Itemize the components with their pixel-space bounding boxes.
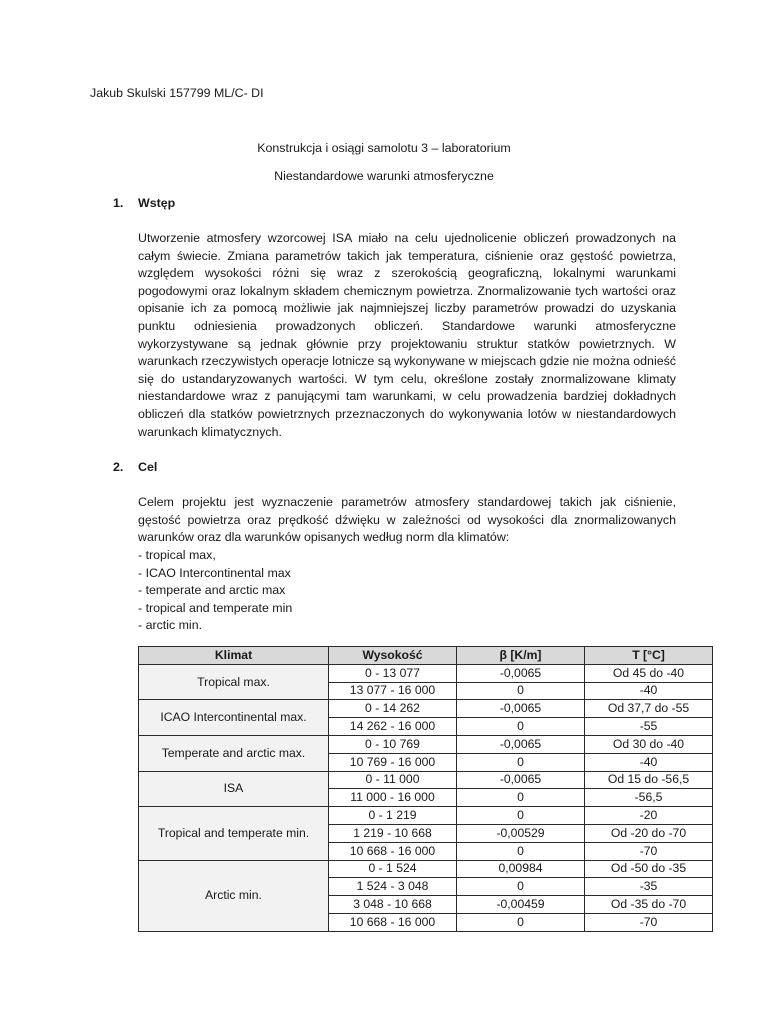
cell-beta: 0 — [457, 878, 585, 896]
cell-klimat: Tropical and temperate min. — [139, 807, 329, 860]
cell-wysokosc: 14 262 - 16 000 — [329, 718, 457, 736]
list-item: - tropical and temperate min — [138, 600, 293, 615]
table-row — [139, 735, 713, 753]
cell-wysokosc: 1 219 - 10 668 — [329, 824, 457, 842]
cell-beta: -0,0065 — [457, 664, 585, 682]
table-row — [139, 700, 713, 718]
cell-klimat: Arctic min. — [139, 860, 329, 931]
cell-temperature: Od -50 do -35 — [585, 860, 713, 878]
cell-beta: -0,0065 — [457, 735, 585, 753]
header-wysokosc: Wysokość — [329, 647, 457, 665]
cell-beta: -0,0065 — [457, 700, 585, 718]
list-item: - ICAO Intercontinental max — [138, 565, 291, 580]
header-temperature: T [°C] — [585, 647, 713, 665]
cell-temperature: Od -35 do -70 — [585, 896, 713, 914]
table-header-row — [139, 647, 713, 665]
cell-wysokosc: 0 - 11 000 — [329, 771, 457, 789]
section-title: Wstęp — [138, 196, 176, 210]
section-number: 1. — [113, 196, 124, 210]
cell-temperature: -40 — [585, 682, 713, 700]
cell-temperature: Od 37,7 do -55 — [585, 700, 713, 718]
section-title: Cel — [138, 460, 158, 474]
cell-temperature: -55 — [585, 718, 713, 736]
list-item: - tropical max, — [138, 548, 216, 562]
cell-beta: -0,00459 — [457, 896, 585, 914]
cell-temperature: -20 — [585, 807, 713, 825]
author-line: Jakub Skulski 157799 ML/C- DI — [90, 86, 264, 100]
cell-temperature: Od -20 do -70 — [585, 824, 713, 842]
cell-beta: 0 — [457, 789, 585, 807]
cell-wysokosc: 10 769 - 16 000 — [329, 753, 457, 771]
table-body — [139, 664, 713, 931]
cell-temperature: Od 45 do -40 — [585, 664, 713, 682]
list-item: - temperate and arctic max — [138, 583, 286, 598]
section-heading-goal — [113, 460, 157, 474]
table-row — [139, 664, 713, 682]
cell-beta: 0 — [457, 913, 585, 931]
section-heading-intro — [113, 196, 175, 210]
cell-wysokosc: 13 077 - 16 000 — [329, 682, 457, 700]
cell-temperature: -70 — [585, 842, 713, 860]
climate-table — [138, 646, 713, 932]
cell-wysokosc: 0 - 13 077 — [329, 664, 457, 682]
cell-beta: 0,00984 — [457, 860, 585, 878]
cell-temperature: -70 — [585, 913, 713, 931]
document-title: Konstrukcja i osiągi samolotu 3 – laboratorium — [257, 141, 511, 155]
cell-beta: -0,0065 — [457, 771, 585, 789]
cell-wysokosc: 11 000 - 16 000 — [329, 789, 457, 807]
cell-wysokosc: 0 - 14 262 — [329, 700, 457, 718]
cell-klimat: Tropical max. — [139, 664, 329, 700]
cell-temperature: -56,5 — [585, 789, 713, 807]
climate-list — [138, 547, 292, 635]
cell-klimat: ICAO Intercontinental max. — [139, 700, 329, 736]
cell-wysokosc: 0 - 1 524 — [329, 860, 457, 878]
cell-temperature: -35 — [585, 878, 713, 896]
cell-wysokosc: 0 - 10 769 — [329, 735, 457, 753]
cell-beta: 0 — [457, 718, 585, 736]
document-subtitle: Niestandardowe warunki atmosferyczne — [274, 169, 494, 183]
cell-beta: -0,00529 — [457, 824, 585, 842]
cell-temperature: -40 — [585, 753, 713, 771]
cell-wysokosc: 10 668 - 16 000 — [329, 913, 457, 931]
cell-klimat: Temperate and arctic max. — [139, 735, 329, 771]
header-klimat: Klimat — [139, 647, 329, 665]
cell-beta: 0 — [457, 807, 585, 825]
cell-wysokosc: 0 - 1 219 — [329, 807, 457, 825]
cell-wysokosc: 3 048 - 10 668 — [329, 896, 457, 914]
section-number: 2. — [113, 460, 124, 474]
cell-temperature: Od 30 do -40 — [585, 735, 713, 753]
header-beta: β [K/m] — [457, 647, 585, 665]
cell-klimat: ISA — [139, 771, 329, 807]
goal-paragraph: Celem projektu jest wyznaczenie parametrów atmosfery standardowej takich jak ciśnienie, gęstość powietrza oraz prędkość dźwięku w zależności od wysokości dla znormalizowanych warunków oraz dla warunków opisanych według norm dla klimatów: — [138, 495, 676, 545]
cell-beta: 0 — [457, 753, 585, 771]
table-row — [139, 807, 713, 825]
cell-beta: 0 — [457, 682, 585, 700]
cell-beta: 0 — [457, 842, 585, 860]
table-row — [139, 771, 713, 789]
intro-paragraph: Utworzenie atmosfery wzorcowej ISA miało na celu ujednolicenie obliczeń prowadzonych na całym świecie. Zmiana parametrów takich jak temperatura, ciśnienie oraz gęstość powietrza, względem wysokości różni się wraz z szerokością geograficzną, lokalnymi warunkami pogodowymi oraz lokalnym składem chemicznym powietrza. Znormalizowanie tych wartości oraz opisanie ich za pomocą możliwie jak najmniejszej liczby parametrów prowadzi do uzyskania punktu odniesienia prowadzonych obliczeń. Standardowe warunki atmosferyczne wykorzystywane są jednak głównie przy projektowaniu struktur statków powietrznych. W warunkach rzeczywistych operacje lotnicze są wykonywane w miejscach gdzie nie można odnieść się do ustandaryzowanych wartości. W tym celu, określone zostały znormalizowane klimaty niestandardowe wraz z panującymi tam warunkami, w celu prowadzenia bardziej dokładnych obliczeń dla statków powietrznych przeznaczonych do wykonywania lotów w niestandardowych warunkach klimatycznych. — [138, 231, 676, 439]
cell-wysokosc: 1 524 - 3 048 — [329, 878, 457, 896]
list-item: - arctic min. — [138, 618, 203, 633]
cell-temperature: Od 15 do -56,5 — [585, 771, 713, 789]
cell-wysokosc: 10 668 - 16 000 — [329, 842, 457, 860]
table-row — [139, 860, 713, 878]
